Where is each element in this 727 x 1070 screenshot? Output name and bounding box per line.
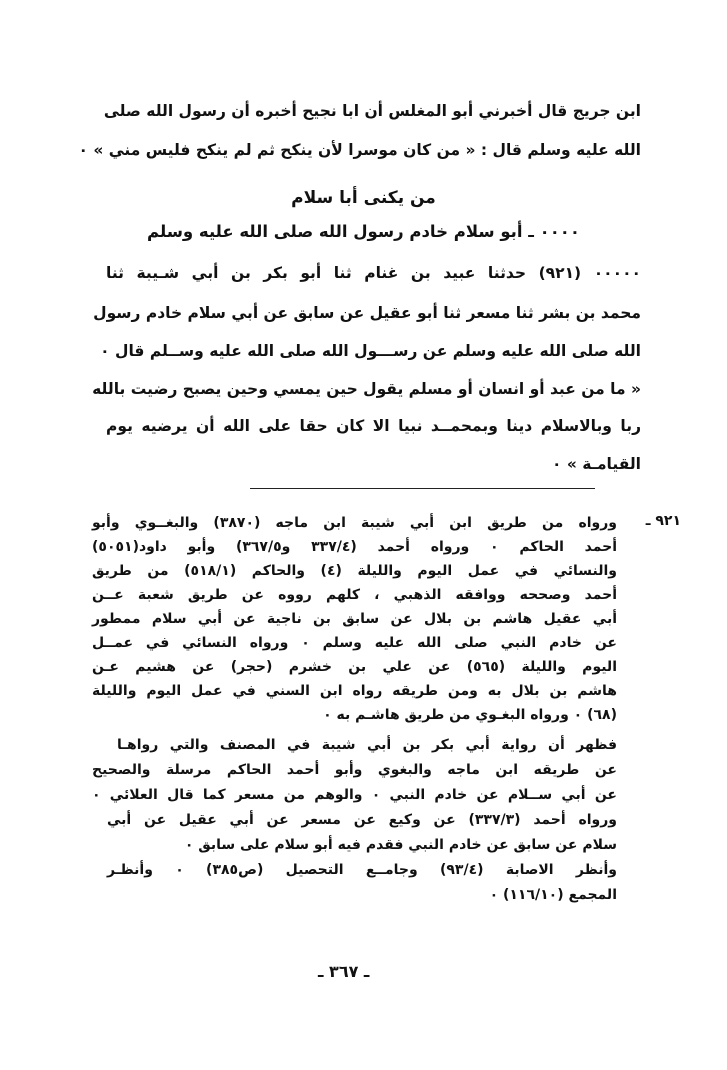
body-line-2: الله عليه وسلم قال : « من كان موسرا لأن ينكح ثم لم ينكح فليس مني » ٠ xyxy=(78,141,641,159)
footnote-line-14: سلام عن سابق عن خادم النبي فقدم فيه أبو سلام على سابق ٠ xyxy=(184,837,617,853)
footnote-line-9: (٦٨) ٠ ورواه البغـوي من طريق هاشـم به ٠ xyxy=(323,707,617,723)
footnote-line-5: أبي عقيل هاشم بن بلال عن سابق بن ناجية عن أبي سلام ممطور xyxy=(92,611,617,627)
footnote-line-11: عن طريقه ابن ماجه والبغوي وأبو أحمد الحاكم مرسلة والصحيح xyxy=(92,762,617,778)
body-line-1: ابن جريج قال أخبرني أبو المغلس أن ابا نجيح أخبره أن رسول الله صلى xyxy=(103,102,641,120)
footnote-line-13: ورواه أحمد (٣٣٧/٣) عن وكيع عن مسعر عن أبي عقيل عن أبي xyxy=(107,812,617,828)
footnote-separator xyxy=(250,488,595,489)
footnote-line-3: والنسائي في عمل اليوم والليلة (٤) والحاكم (٥١٨/١) من طريق xyxy=(92,563,617,579)
body-line-3: ٠٠٠٠٠ (٩٢١) حدثنا عبيد بن غنام ثنا أبو بكر بن أبي شـيبة ثنا xyxy=(106,264,641,282)
footnote-line-6: عن خادم النبي صلى الله عليه وسلم ٠ ورواه النسائي في عمــل xyxy=(92,635,617,651)
footnote-number: ٩٢١ ـ xyxy=(645,513,681,529)
section-subtitle: ٠٠٠٠ ـ أبو سلام خادم رسول الله صلى الله عليه وسلم xyxy=(147,222,580,241)
footnote-line-8: هاشم بن بلال به ومن طريقه رواه ابن السني في عمل اليوم والليلة xyxy=(92,683,617,699)
body-line-5: الله صلى الله عليه وسلم عن رســـول الله صلى الله عليه وســلم قال ٠ xyxy=(100,342,641,360)
footnote-line-15: وأنظر الاصابة (٩٣/٤) وجامــع التحصيل (ص٣٨٥) ٠ وأنظـر xyxy=(107,862,618,878)
body-line-8: القيامـة » ٠ xyxy=(551,455,641,473)
footnote-line-2: أحمد الحاكم ٠ ورواه أحمد (٣٣٧/٤ و٣٦٧/٥) وأبو داود(٥٠٥١) xyxy=(92,539,618,555)
footnote-line-10: فظهر أن رواية أبي بكر بن أبي شيبة في المصنف والتي رواهـا xyxy=(117,737,617,753)
body-line-7: ربا وبالاسلام دينا وبمحمــد نبيا الا كان حقا على الله أن يرضيه يوم xyxy=(106,417,641,435)
footnote-line-1: ورواه من طريق ابن أبي شيبة ابن ماجه (٣٨٧٠) والبغــوي وأبو xyxy=(92,515,617,531)
footnote-line-7: اليوم والليلة (٥٦٥) عن علي بن خشرم (حجر) عن هشيم عـن xyxy=(92,659,617,675)
page-number: ـ ٣٦٧ ـ xyxy=(318,962,370,981)
footnote-line-12: عن أبي ســلام عن خادم النبي ٠ والوهم من مسعر كما قال العلائي ٠ xyxy=(92,787,617,803)
body-line-6: « ما من عبد أو انسان أو مسلم يقول حين يمسي وحين يصبح رضيت بالله xyxy=(92,380,641,398)
footnote-line-16: المجمع (١١٦/١٠) ٠ xyxy=(489,887,617,903)
section-title: من يكنى أبا سلام xyxy=(291,188,436,208)
body-line-4: محمد بن بشر ثنا مسعر ثنا أبو عقيل عن سابق عن أبي سلام خادم رسول xyxy=(93,304,641,322)
footnote-line-4: أحمد وصححه ووافقه الذهبي ، كلهم رووه عن طريق شعبة عــن xyxy=(92,587,617,603)
